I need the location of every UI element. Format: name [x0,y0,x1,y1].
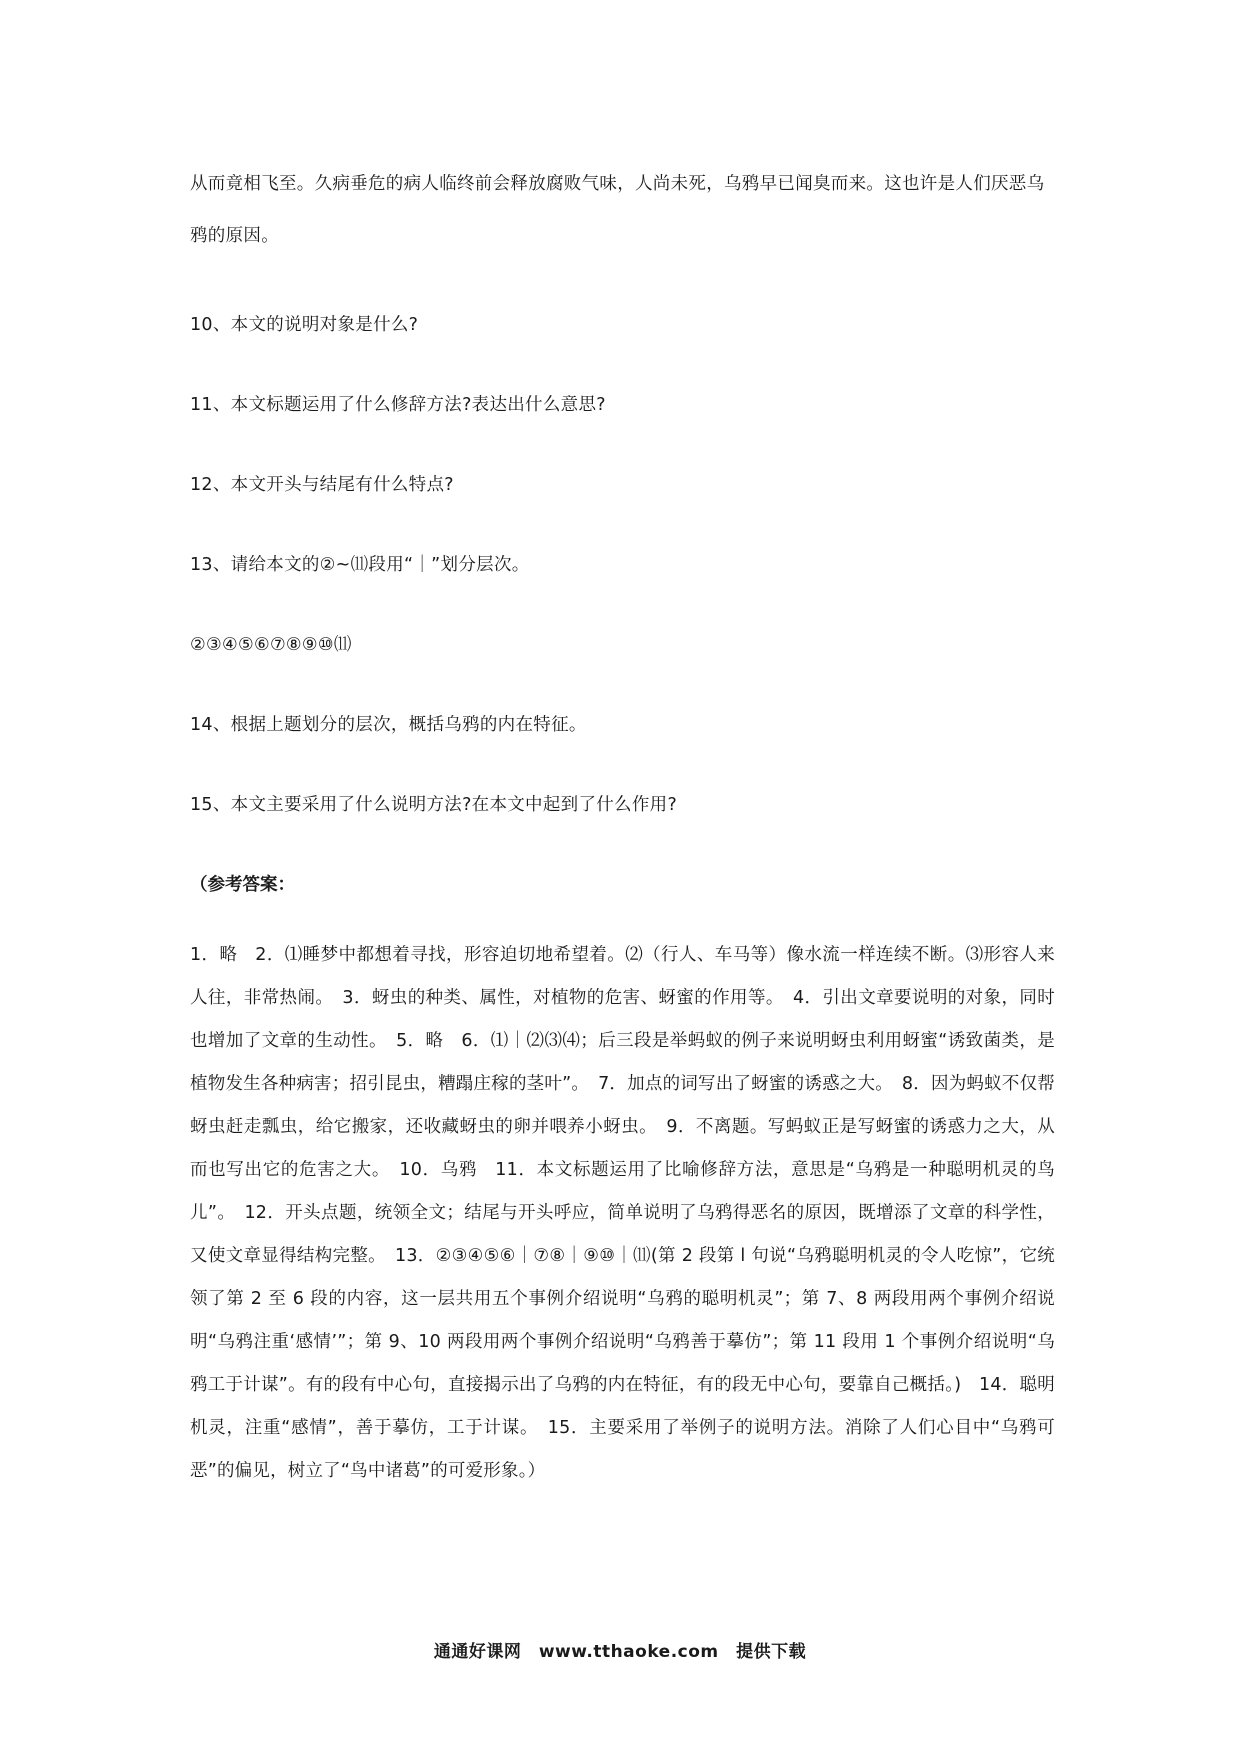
question-14: 14、根据上题划分的层次，概括乌鸦的内在特征。 [190,715,587,735]
paragraph-number-sequence: ②③④⑤⑥⑦⑧⑨⑩⑾ [190,635,352,655]
question-12: 12、本文开头与结尾有什么特点? [190,475,454,495]
page-content [190,158,1055,1493]
question-13: 13、请给本文的②~⑾段用“｜”划分层次。 [190,555,530,575]
answer-heading: （参考答案： [190,875,295,895]
intro-paragraph: 从而竟相飞至。久病垂危的病人临终前会释放腐败气味，人尚未死，乌鸦早已闻臭而来。这也许是人们厌恶乌鸦的原因。 [190,174,1045,246]
question-15: 15、本文主要采用了什么说明方法?在本文中起到了什么作用? [190,795,678,815]
answers-paragraph: 1．略 2．⑴睡梦中都想着寻找，形容迫切地希望着。⑵（行人、车马等）像水流一样连续不断。⑶形容人来人往，非常热闹。 3．蚜虫的种类、属性，对植物的危害、蚜蜜的作用等。 4．引出文章要说明的对象，同时也增加了文章的生动性。 5．略 6．⑴｜⑵⑶⑷；后三段是举蚂蚁的例子来说明蚜虫利用蚜蜜“诱致菌类，是植物发生各种病害；招引昆虫，糟蹋庄稼的茎叶”。 7．加点的词写出了蚜蜜的诱惑之大。 8．因为蚂蚁不仅帮蚜虫赶走瓢虫，给它搬家，还收藏蚜虫的卵并喂养小蚜虫。 9．不离题。写蚂蚁正是写蚜蜜的诱惑力之大，从而也写出它的危害之大。 10．乌鸦 11．本文标题运用了比喻修辞方法，意思是“乌鸦是一种聪明机灵的鸟儿”。 12．开头点题，统领全文；结尾与开头呼应，简单说明了乌鸦得恶名的原因，既增添了文章的科学性，又使文章显得结构完整。 13．②③④⑤⑥｜⑦⑧｜⑨⑩｜⑾(第 2 段第 l 句说“乌鸦聪明机灵的令人吃惊”，它统领了第 2 至 6 段的内容，这一层共用五个事例介绍说明“乌鸦的聪明机灵”；第 7、8 两段用两个事例介绍说明“乌鸦注重‘感情’”；第 9、10 两段用两个事例介绍说明“乌鸦善于摹仿”；第 11 段用 1 个事例介绍说明“乌鸦工于计谋”。有的段有中心句，直接揭示出了乌鸦的内在特征，有的段无中心句，要靠自己概括。) 14．聪明机灵，注重“感情”，善于摹仿，工于计谋。 15．主要采用了举例子的说明方法。消除了人们心目中“乌鸦可恶”的偏见，树立了“鸟中诸葛”的可爱形象。） [190,945,1055,1481]
page-footer: 通通好课网 www.tthaoke.com 提供下载 [433,1642,807,1662]
question-11: 11、本文标题运用了什么修辞方法?表达出什么意思? [190,395,606,415]
question-10: 10、本文的说明对象是什么? [190,315,419,335]
